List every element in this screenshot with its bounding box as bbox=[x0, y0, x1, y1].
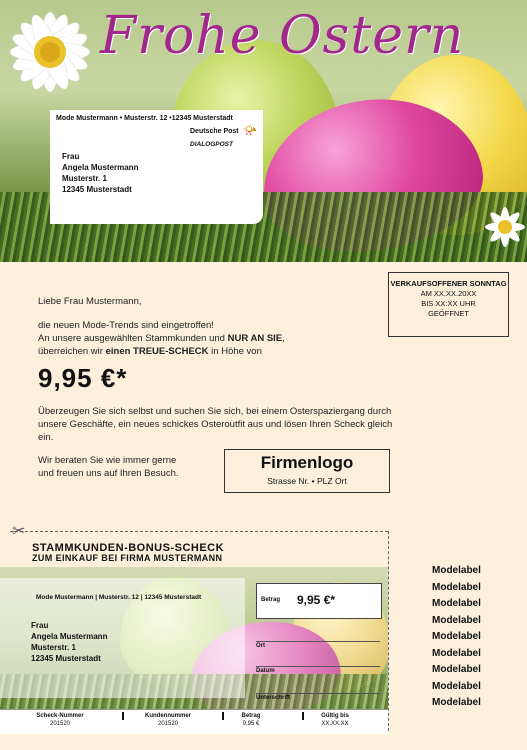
model-label: Modelabel bbox=[432, 631, 481, 642]
company-address: Strasse Nr. • PLZ Ort bbox=[267, 476, 347, 486]
place-line bbox=[256, 641, 380, 642]
model-label: Modelabel bbox=[432, 598, 481, 609]
date-line bbox=[256, 666, 380, 667]
coupon-subtitle: ZUM EINKAUF BEI FIRMA MUSTERMANN bbox=[32, 553, 223, 563]
footer-amount: Betrag 9,95 € bbox=[241, 713, 261, 727]
model-label: Modelabel bbox=[432, 647, 481, 659]
sunday-heading: VERKAUFSOFFENER SONNTAG bbox=[390, 279, 507, 288]
footer-valid-until: Gültig bis XX.XX.XX bbox=[321, 713, 349, 727]
cut-line bbox=[10, 531, 388, 532]
place-label: Ort bbox=[256, 643, 265, 649]
scissors-icon: ✂ bbox=[12, 523, 26, 540]
footer-customer-number: Kundennummer 201520 bbox=[144, 713, 191, 727]
model-label: Modelabel bbox=[432, 565, 481, 576]
footer-separator bbox=[302, 712, 304, 720]
daisy-small-icon bbox=[470, 195, 527, 255]
model-label: Modelabel bbox=[432, 680, 481, 692]
footer-check-number: Scheck-Nummer 201520 bbox=[36, 713, 84, 727]
sunday-date: AM XX.XX.20XX bbox=[420, 289, 477, 298]
cut-line-vertical bbox=[388, 531, 389, 731]
footer-separator bbox=[122, 712, 124, 720]
address-window bbox=[50, 110, 263, 224]
postal-service: DIALOGPOST bbox=[190, 141, 233, 148]
date-label: Datum bbox=[256, 668, 275, 674]
greeting: Liebe Frau Mustermann, bbox=[38, 296, 142, 307]
amount-value: 9,95 €* bbox=[297, 593, 336, 607]
intro-text: die neuen Mode-Trends sind eingetroffen! An unsere ausgewählten Stammkunden und NUR AN SIE, überreichen wir einen TREUE-SCHECK in Höhe von bbox=[38, 320, 285, 357]
signature-line bbox=[256, 693, 380, 694]
amount-label: Betrag bbox=[261, 597, 281, 603]
amount-field bbox=[256, 583, 382, 619]
recipient-address: Frau Angela Mustermann Musterstr. 1 12345 Musterstadt bbox=[62, 152, 139, 194]
sunday-status: GEÖFFNET bbox=[428, 309, 469, 318]
footer-separator bbox=[222, 712, 224, 720]
coupon-title: STAMMKUNDEN-BONUS-SCHECK bbox=[32, 542, 225, 554]
model-label: Modelabel bbox=[432, 664, 481, 675]
check-amount: 9,95 €* bbox=[38, 363, 128, 393]
body-paragraph: Überzeugen Sie sich selbst und suchen Sie sich, bei einem Osterspaziergang durch unsere Geschäfte, ein neues schickes Osteroutfit aus und lösen Ihren Scheck gleich ein. bbox=[38, 406, 393, 443]
model-label-list bbox=[432, 563, 481, 712]
page-title: Frohe Ostern bbox=[100, 6, 465, 66]
sunday-notice-box bbox=[388, 272, 509, 337]
model-label: Modelabel bbox=[432, 697, 481, 708]
coupon-recipient: Frau Angela Mustermann Musterstr. 1 12345 Musterstadt bbox=[31, 621, 108, 663]
coupon-footer bbox=[0, 709, 388, 734]
closing-text: Wir beraten Sie wie immer gerne und freuen uns auf Ihren Besuch. bbox=[38, 455, 179, 479]
signature-label: Unterschrift bbox=[256, 695, 291, 701]
sunday-time: BIS XX:XX UHR bbox=[421, 299, 476, 308]
model-label: Modelabel bbox=[432, 581, 481, 593]
company-logo-box bbox=[224, 449, 390, 493]
sender-line: Mode Mustermann • Musterstr. 12 •12345 Musterstadt bbox=[56, 115, 233, 122]
coupon-sender-line: Mode Mustermann | Musterstr. 12 | 12345 Musterstadt bbox=[36, 594, 202, 601]
post-horn-icon: 📯 bbox=[243, 125, 257, 137]
company-logo: Firmenlogo bbox=[260, 453, 354, 472]
model-label: Modelabel bbox=[432, 614, 481, 626]
postal-brand: Deutsche Post bbox=[190, 128, 239, 135]
